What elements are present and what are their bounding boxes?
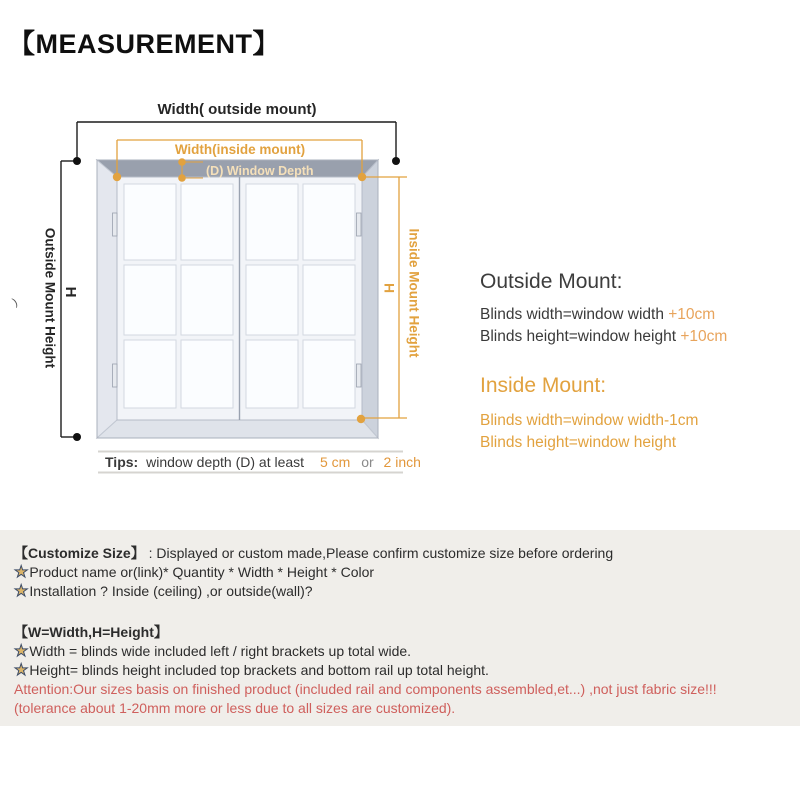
inside-height-rule: Blinds height=window height (480, 434, 677, 451)
window-measurement-diagram (0, 80, 470, 500)
tips-label: Tips: (105, 454, 139, 470)
ordering-notes-panel (0, 530, 800, 726)
outside-height-measure-line (61, 161, 80, 437)
stray-mark: ) (10, 296, 20, 309)
window-frame-bottom-face (97, 420, 378, 438)
measure-dot-orange (178, 158, 186, 166)
tips-cm-value: 5 cm (319, 454, 351, 470)
outside-width-rule: Blinds width=window width +10cm (480, 306, 716, 323)
window-frame-right-face (362, 160, 378, 438)
tips-or: or (361, 454, 374, 470)
inside-width-rule: Blinds width=window width-1cm (480, 412, 699, 429)
outside-height-rule: Blinds height=window height +10cm (480, 328, 728, 345)
outside-mount-heading: Outside Mount: (480, 270, 623, 293)
tips-inch-value: 2 inch (383, 454, 421, 470)
mount-instructions (480, 270, 780, 454)
inside-mount-heading: Inside Mount: (480, 374, 607, 397)
star-icon: ★ (14, 643, 29, 660)
window-illustration (97, 160, 378, 438)
inside-width-label: Width(inside mount) (174, 142, 306, 157)
outside-height-addition: +10cm (680, 328, 728, 345)
attention-line-2: (tolerance about 1-20mm more or less due to all sizes are customized). (14, 700, 456, 716)
width-definition-line: ★Width = blinds wide included left / right brackets up total wide. (14, 643, 412, 660)
attention-line-1: Attention:Our sizes basis on finished product (included rail and components assembled,et...) ,not just fabric size!!! (14, 681, 717, 697)
h-label-right: H (381, 282, 398, 294)
star-icon: ★ (14, 564, 29, 581)
outside-width-label: Width( outside mount) (157, 101, 317, 118)
star-icon: ★ (14, 662, 29, 679)
outside-width-addition: +10cm (668, 306, 716, 323)
window-frame-left-face (97, 160, 117, 438)
installation-line: ★Installation ? Inside (ceiling) ,or outside(wall)? (14, 583, 313, 600)
wh-definition-heading: 【W=Width,H=Height】 (14, 624, 168, 640)
measure-dot-orange (357, 415, 365, 423)
measure-dot (392, 157, 400, 165)
customize-size-line: 【Customize Size】 : Displayed or custom made,Please confirm customize size before ordering (14, 545, 614, 561)
tips-text: window depth (D) at least (146, 454, 305, 470)
page-title: 【MEASUREMENT】 (8, 29, 281, 59)
window-depth-label: (D) Window Depth (206, 164, 314, 178)
customize-size-heading: 【Customize Size】 (14, 545, 145, 561)
order-item-line: ★Product name or(link)* Quantity * Width * Height * Color (14, 564, 375, 581)
measure-dot-orange (113, 173, 121, 181)
measure-dot (73, 433, 81, 441)
star-icon: ★ (14, 583, 29, 600)
inside-height-label: Inside Mount Height (406, 228, 422, 358)
h-label-left: H (62, 286, 80, 298)
measure-dot-orange (178, 174, 186, 182)
outside-height-label: Outside Mount Height (42, 227, 58, 369)
height-definition-line: ★Height= blinds height included top brackets and bottom rail up total height. (14, 662, 489, 679)
measure-dot (73, 157, 81, 165)
tips-line (105, 454, 421, 470)
